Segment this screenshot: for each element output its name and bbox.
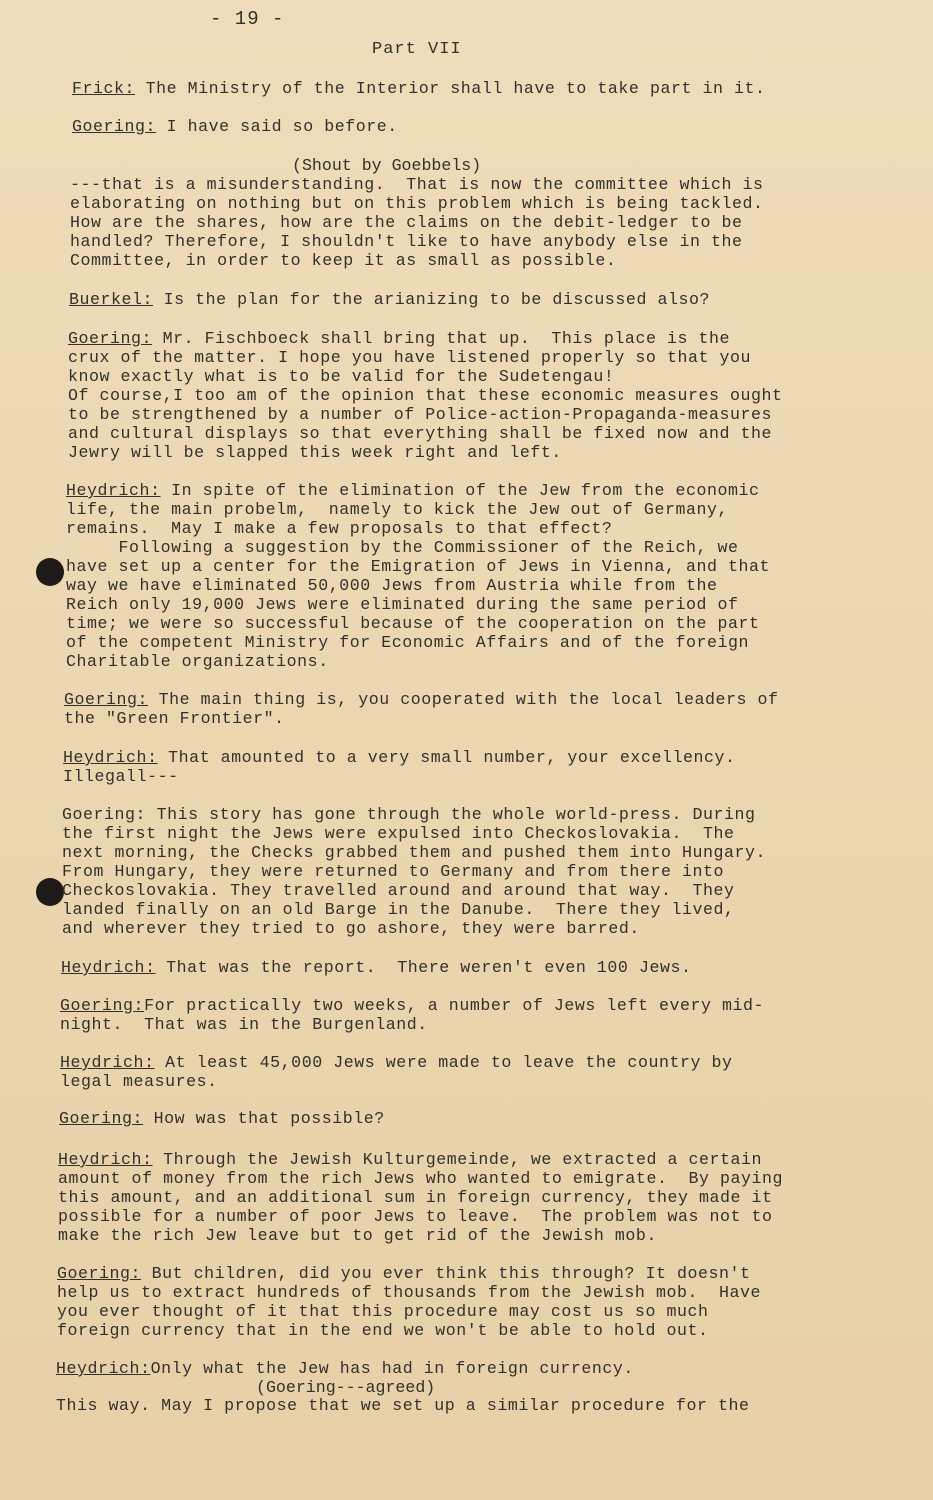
text-line: way we have eliminated 50,000 Jews from Austria while from the [66, 576, 718, 595]
text-line: Heydrich: That amounted to a very small number, your excellency. [63, 748, 736, 767]
text-line: legal measures. [60, 1072, 218, 1091]
text-line: elaborating on nothing but on this problem which is being tackled. [70, 194, 764, 213]
text-line: remains. May I make a few proposals to that effect? [66, 519, 613, 538]
text-line: amount of money from the rich Jews who wanted to emigrate. By paying [58, 1169, 784, 1188]
text-line: night. That was in the Burgenland. [60, 1015, 428, 1034]
text-line: crux of the matter. I hope you have listened properly so that you [68, 348, 752, 367]
speaker-name: Goering: [59, 1109, 144, 1128]
text-line: you ever thought of it that this procedure may cost us so much [57, 1302, 709, 1321]
text-line: Buerkel: Is the plan for the arianizing to be discussed also? [69, 290, 710, 309]
text-line: life, the main probelm, namely to kick the Jew out of Germany, [66, 500, 728, 519]
text-line: Goering: The main thing is, you cooperated with the local leaders of [64, 690, 779, 709]
speaker-name: Heydrich: [58, 1150, 153, 1169]
text-line: Jewry will be slapped this week right and left. [68, 443, 562, 462]
speaker-name: Heydrich: [60, 1053, 155, 1072]
text-line: and wherever they tried to go ashore, they were barred. [62, 919, 640, 938]
text-line: Of course,I too am of the opinion that these economic measures ought [68, 386, 783, 405]
text-line: of the competent Ministry for Economic Affairs and of the foreign [66, 633, 750, 652]
text-line: Heydrich: Through the Jewish Kulturgemeinde, we extracted a certain [58, 1150, 763, 1169]
text-line: possible for a number of poor Jews to leave. The problem was not to [58, 1207, 773, 1226]
stage-direction: (Shout by Goebbels) [292, 156, 482, 175]
speaker-name: Heydrich: [66, 481, 161, 500]
text-line: Following a suggestion by the Commissioner of the Reich, we [66, 538, 739, 557]
text-line: Checkoslovakia. They travelled around and around that way. They [62, 881, 735, 900]
text-line: have set up a center for the Emigration of Jews in Vienna, and that [66, 557, 771, 576]
speaker-name: Heydrich: [61, 958, 156, 977]
text-line: Heydrich: At least 45,000 Jews were made to leave the country by [60, 1053, 733, 1072]
text-line: How are the shares, how are the claims on the debit-ledger to be [70, 213, 743, 232]
text-line: ---that is a misunderstanding. That is now the committee which is [70, 175, 764, 194]
text-line: and cultural displays so that everything shall be fixed now and the [68, 424, 773, 443]
text-line: the first night the Jews were expulsed into Checkoslovakia. The [62, 824, 735, 843]
text-line: this amount, and an additional sum in foreign currency, they made it [58, 1188, 773, 1207]
text-line: Charitable organizations. [66, 652, 329, 671]
text-line: handled? Therefore, I shouldn't like to have anybody else in the [70, 232, 743, 251]
speaker-name: Goering: [72, 117, 157, 136]
part-title: Part VII [372, 40, 462, 59]
text-line: Goering: I have said so before. [72, 117, 398, 136]
text-line: Reich only 19,000 Jews were eliminated during the same period of [66, 595, 739, 614]
text-line: help us to extract hundreds of thousands from the Jewish mob. Have [57, 1283, 762, 1302]
stage-direction: (Goering---agreed) [256, 1378, 436, 1397]
text-line: This way. May I propose that we set up a similar procedure for the [56, 1396, 750, 1415]
text-line: Goering: Mr. Fischboeck shall bring that up. This place is the [68, 329, 731, 348]
page-number: - 19 - [210, 8, 285, 30]
text-line: Frick: The Ministry of the Interior shall have to take part in it. [72, 79, 766, 98]
text-line: Heydrich:Only what the Jew has had in foreign currency. [56, 1359, 634, 1378]
text-line: Illegall--- [63, 767, 179, 786]
speaker-name: Goering: [64, 690, 149, 709]
speaker-name: Frick: [72, 79, 136, 98]
text-line: make the rich Jew leave but to get rid of the Jewish mob. [58, 1226, 657, 1245]
text-line: Goering:For practically two weeks, a number of Jews left every mid- [60, 996, 765, 1015]
text-line: foreign currency that in the end we won't be able to hold out. [57, 1321, 709, 1340]
text-line: next morning, the Checks grabbed them and pushed them into Hungary. [62, 843, 767, 862]
text-line: know exactly what is to be valid for the Sudetengau! [68, 367, 615, 386]
text-line: From Hungary, they were returned to Germany and from there into [62, 862, 724, 881]
text-line: Goering: This story has gone through the whole world-press. During [62, 805, 756, 824]
speaker-name: Goering: [57, 1264, 142, 1283]
text-line: landed finally on an old Barge in the Danube. There they lived, [62, 900, 735, 919]
text-line: Committee, in order to keep it as small as possible. [70, 251, 617, 270]
text-line: Goering: How was that possible? [59, 1109, 385, 1128]
speaker-name: Heydrich: [56, 1359, 151, 1378]
punch-hole [36, 878, 64, 906]
text-line: Heydrich: In spite of the elimination of the Jew from the economic [66, 481, 760, 500]
text-line: Heydrich: That was the report. There weren't even 100 Jews. [61, 958, 692, 977]
speaker-name: Goering: [68, 329, 153, 348]
punch-hole [36, 558, 64, 586]
speaker-name: Buerkel: [69, 290, 154, 309]
text-line: Goering: But children, did you ever think this through? It doesn't [57, 1264, 751, 1283]
text-line: to be strengthened by a number of Police-action-Propaganda-measures [68, 405, 773, 424]
text-line: time; we were so successful because of the cooperation on the part [66, 614, 760, 633]
text-line: the "Green Frontier". [64, 709, 285, 728]
speaker-name: Goering: [60, 996, 145, 1015]
speaker-name: Heydrich: [63, 748, 158, 767]
